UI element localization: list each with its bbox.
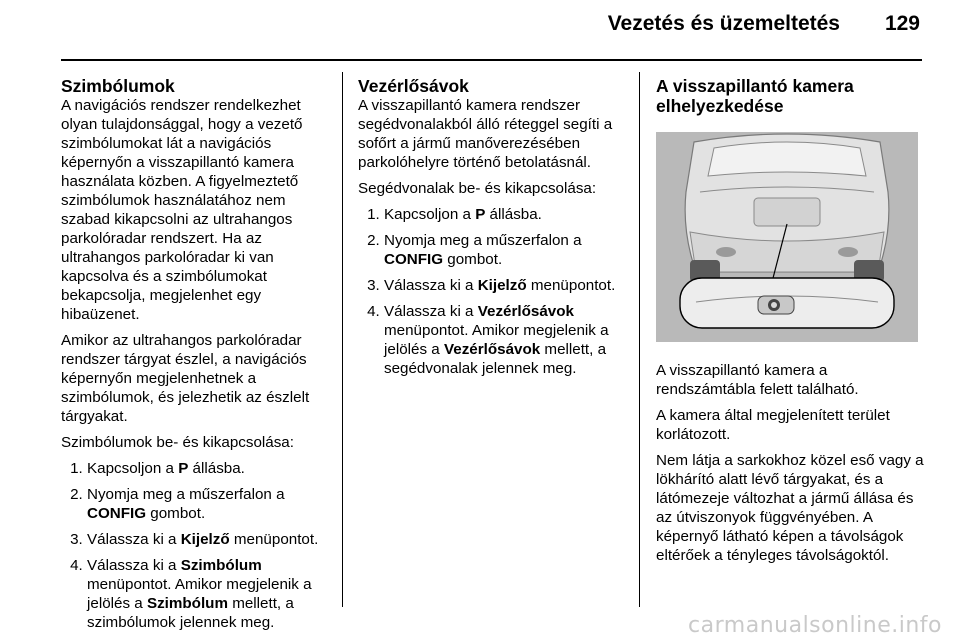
paragraph: A navigációs rendszer rendelkezhet olyan tulajdonsággal, hogy a vezető szimbólumokat lát a navigációs képernyőn a visszapillantó kamera használata közben. A figyelmeztető szimbólumok használatához nem szabad kikapcsolni az ultrahangos parkolóradar rendszert. Ha az ultrahangos parkolóradar ki van kapcsolva és a szimbólumokat bekapcsolja, megjelenhet egy hibaüzenet. bbox=[61, 97, 303, 323]
paragraph: A kamera által megjelenített terület korlátozott. bbox=[656, 407, 890, 443]
column-guidelines bbox=[358, 76, 626, 385]
paragraph: Segédvonalak be- és kikapcsolása: bbox=[358, 180, 597, 197]
paragraph: Szimbólumok be- és kikapcsolása: bbox=[61, 434, 294, 451]
watermark: carmanualsonline.info bbox=[688, 613, 942, 638]
column-symbols bbox=[61, 76, 329, 639]
heading-guidelines: Vezérlősávok bbox=[358, 76, 469, 96]
header-rule bbox=[61, 59, 922, 61]
column-divider-1 bbox=[342, 72, 343, 607]
heading-symbols: Szimbólumok bbox=[61, 76, 175, 96]
list-item: 2. Nyomja meg a műszerfalon a CONFIG gombot. bbox=[87, 485, 329, 523]
list-item: 4. Válassza ki a Vezérlősávok menüpontot. Amikor megjelenik a jelölés a Vezérlősávok mellett, a segédvonalak jelennek meg. bbox=[384, 302, 626, 378]
paragraph: A visszapillantó kamera a rendszámtábla felett található. bbox=[656, 362, 859, 398]
paragraph: Amikor az ultrahangos parkolóradar rendszer tárgyat észlel, a navigációs képernyőn megjelenhetnek a szimbólumok, és jelezhetik az észlelt tárgyakat. bbox=[61, 332, 310, 425]
paragraph: A visszapillantó kamera rendszer segédvonalakból álló réteggel segíti a sofőrt a jármű manőverezésében parkolóhelyre történő betolatásnál. bbox=[358, 97, 613, 171]
column-camera-location bbox=[656, 76, 924, 572]
column-divider-2 bbox=[639, 72, 640, 607]
steps-list bbox=[358, 205, 626, 378]
list-item: 3. Válassza ki a Kijelző menüpontot. bbox=[384, 276, 626, 295]
heading-camera-location: A visszapillantó kamera elhelyezkedése bbox=[656, 76, 854, 116]
page-number: 129 bbox=[884, 12, 920, 35]
list-item: 3. Válassza ki a Kijelző menüpontot. bbox=[87, 530, 329, 549]
car-rear-camera-illustration bbox=[656, 132, 924, 347]
steps-list bbox=[61, 459, 329, 632]
list-item: 2. Nyomja meg a műszerfalon a CONFIG gombot. bbox=[384, 231, 626, 269]
page-header-title: Vezetés és üzemeltetés bbox=[607, 12, 840, 35]
list-item: 4. Válassza ki a Szimbólum menüpontot. Amikor megjelenik a jelölés a Szimbólum mellett, a szimbólumok jelennek meg. bbox=[87, 556, 329, 632]
list-item: 1. Kapcsoljon a P állásba. bbox=[87, 459, 329, 478]
list-item: 1. Kapcsoljon a P állásba. bbox=[384, 205, 626, 224]
paragraph: Nem látja a sarkokhoz közel eső vagy a lökhárító alatt lévő tárgyakat, és a látómezeje változhat a jármű állása és az útviszonyok függvényében. A képernyő látható képen a távolságok eltérőek a tényleges távolságoktól. bbox=[656, 452, 924, 564]
